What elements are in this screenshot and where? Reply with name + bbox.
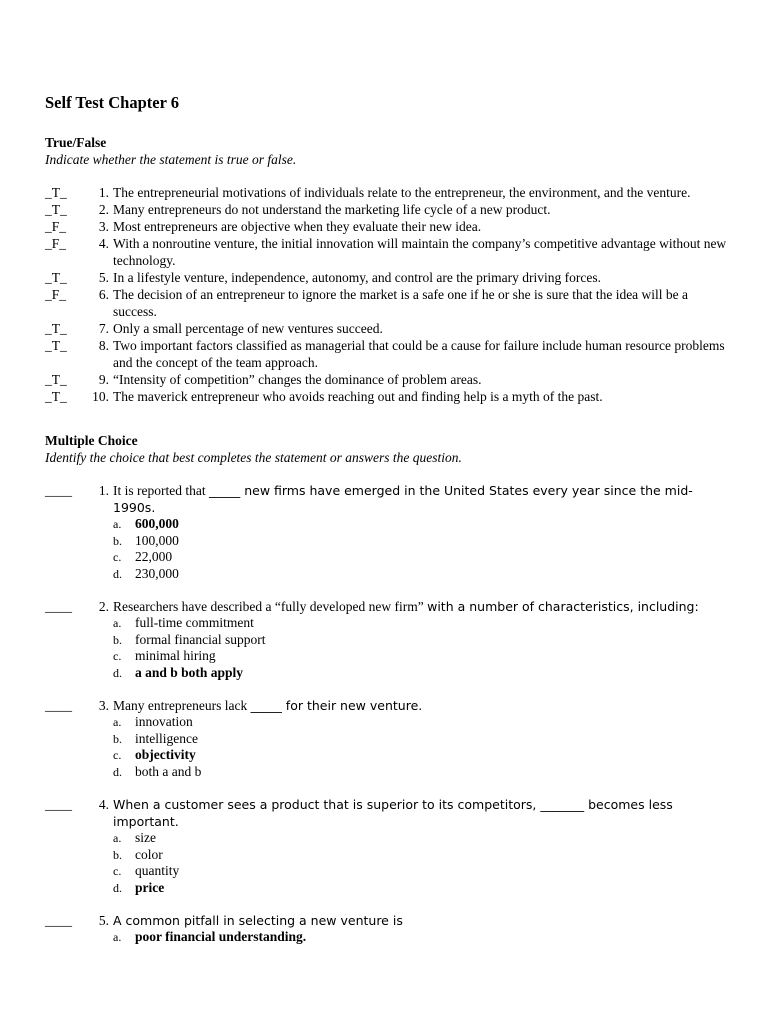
mc-question-row: [45, 482, 730, 516]
tf-answer: _T_: [45, 202, 67, 217]
mc-options: [113, 516, 730, 582]
tf-number: 8.: [98, 338, 109, 353]
tf-answer: _T_: [45, 270, 67, 285]
tf-statement: The decision of an entrepreneur to ignore the market is a safe one if he or she is sure that the idea will be a success.: [113, 287, 689, 319]
mc-option[interactable]: [113, 549, 730, 566]
mc-option-letter: b.: [113, 632, 122, 647]
mc-option-text: price: [135, 879, 165, 895]
mc-option-text: objectivity: [135, 747, 196, 762]
true-false-section: [45, 134, 730, 405]
mc-question: [45, 796, 730, 896]
mc-answer-blank[interactable]: ____: [45, 913, 72, 928]
mc-question-text: [113, 796, 730, 830]
mc-option[interactable]: [113, 632, 730, 649]
tf-item: [45, 184, 730, 201]
mc-option[interactable]: [113, 847, 730, 864]
mc-option[interactable]: [113, 566, 730, 583]
mc-answer-blank[interactable]: ____: [45, 698, 72, 713]
mc-question: [45, 912, 730, 946]
tf-number: 2.: [98, 202, 109, 217]
mc-option-text: 600,000: [135, 516, 179, 531]
mc-question-text-part: _____ new firms have emerged in the United States every year since the mid-1990s.: [113, 483, 693, 515]
mc-option-letter: a.: [113, 616, 122, 630]
mc-question-row: [45, 697, 730, 714]
mc-question: [45, 697, 730, 780]
tf-item: [45, 201, 730, 218]
tf-item: [45, 388, 730, 405]
mc-option-letter: c.: [113, 748, 122, 762]
mc-option-letter: b.: [113, 847, 122, 862]
mc-option-letter: b.: [113, 731, 122, 746]
true-false-instruction: Indicate whether the statement is true or false.: [45, 152, 297, 167]
mc-question-text: [113, 598, 730, 615]
mc-question-row: [45, 796, 730, 830]
mc-answer-blank[interactable]: ____: [45, 797, 72, 812]
mc-option[interactable]: [113, 648, 730, 665]
mc-number: 2.: [98, 599, 109, 614]
mc-option[interactable]: [113, 830, 730, 847]
mc-option-letter: a.: [113, 517, 122, 531]
mc-number: 4.: [98, 797, 109, 812]
tf-item: [45, 320, 730, 337]
page-title: Self Test Chapter 6: [45, 93, 179, 112]
tf-statement: Most entrepreneurs are objective when they evaluate their new idea.: [113, 219, 482, 234]
mc-question-text-part: _____ for their new venture.: [250, 698, 423, 713]
tf-number: 5.: [98, 270, 109, 285]
tf-answer: _T_: [45, 338, 67, 353]
mc-option-text: size: [135, 830, 156, 845]
mc-option-text: poor financial understanding.: [135, 929, 307, 944]
tf-item: [45, 286, 730, 320]
tf-statement: With a nonroutine venture, the initial innovation will maintain the company’s competitive advantage without new technology.: [113, 236, 727, 268]
tf-answer: _T_: [45, 321, 67, 336]
mc-question-text-part: Researchers have described a “fully developed new firm”: [113, 599, 428, 614]
mc-options: [113, 830, 730, 896]
tf-answer: _T_: [45, 389, 67, 404]
mc-question-text-part: with a number of characteristics, including:: [427, 599, 699, 614]
mc-option-text: minimal hiring: [135, 648, 216, 663]
mc-option[interactable]: [113, 516, 730, 533]
mc-option[interactable]: [113, 880, 730, 897]
mc-option-text: quantity: [135, 863, 180, 878]
mc-question-text: [113, 697, 730, 714]
tf-number: 10.: [92, 389, 109, 404]
mc-option-text: a and b both apply: [135, 664, 244, 680]
mc-option-letter: c.: [113, 864, 122, 878]
tf-answer: _T_: [45, 185, 67, 200]
mc-question-text: [113, 912, 730, 929]
mc-option-text: 22,000: [135, 549, 173, 564]
document-page: [45, 92, 730, 962]
mc-option-text: color: [135, 846, 163, 862]
tf-item: [45, 218, 730, 235]
mc-option[interactable]: [113, 863, 730, 880]
tf-statement: The maverick entrepreneur who avoids reaching out and finding help is a myth of the past.: [113, 389, 603, 404]
mc-option-text: innovation: [135, 714, 193, 729]
mc-question-text-part: Many entrepreneurs lack: [113, 698, 251, 713]
multiple-choice-section: [45, 432, 730, 946]
mc-options: [113, 929, 730, 946]
tf-answer: _F_: [45, 236, 67, 251]
tf-statement: Two important factors classified as managerial that could be a cause for failure include human resource problems and the concept of the team approach.: [113, 338, 725, 370]
mc-option-letter: b.: [113, 533, 122, 548]
mc-option-letter: c.: [113, 649, 122, 663]
tf-statement: In a lifestyle venture, independence, autonomy, and control are the primary driving forces.: [113, 270, 601, 285]
tf-item: [45, 269, 730, 286]
mc-question: [45, 482, 730, 582]
mc-question-row: [45, 912, 730, 929]
tf-item: [45, 371, 730, 388]
mc-option[interactable]: [113, 929, 730, 946]
mc-option-text: formal financial support: [135, 631, 266, 647]
mc-option-text: full-time commitment: [135, 615, 254, 630]
tf-number: 7.: [98, 321, 109, 336]
mc-option-letter: c.: [113, 550, 122, 564]
tf-statement: Only a small percentage of new ventures succeed.: [113, 321, 383, 336]
mc-option[interactable]: [113, 533, 730, 550]
tf-number: 9.: [98, 372, 109, 387]
multiple-choice-instruction: Identify the choice that best completes the statement or answers the question.: [45, 450, 462, 465]
mc-option[interactable]: [113, 615, 730, 632]
mc-question-text-part: It is reported that: [113, 483, 209, 498]
mc-option-text: intelligence: [135, 730, 198, 746]
mc-options: [113, 714, 730, 780]
mc-question-text-part: A common pitfall in selecting a new venture is: [113, 913, 403, 928]
tf-number: 3.: [98, 219, 109, 234]
mc-question-text: [113, 482, 730, 516]
tf-statement: “Intensity of competition” changes the dominance of problem areas.: [113, 372, 482, 387]
mc-option-letter: d.: [113, 880, 122, 895]
mc-option[interactable]: [113, 731, 730, 748]
true-false-heading: True/False: [45, 135, 107, 150]
tf-answer: _F_: [45, 219, 67, 234]
mc-question-text-part: When a customer sees a product that is superior to its competitors, _______ becomes less important.: [113, 797, 673, 829]
mc-number: 1.: [98, 483, 109, 498]
mc-option-letter: a.: [113, 930, 122, 944]
mc-number: 3.: [98, 698, 109, 713]
mc-answer-blank[interactable]: ____: [45, 483, 72, 498]
mc-number: 5.: [98, 913, 109, 928]
mc-question: [45, 598, 730, 681]
mc-option-letter: d.: [113, 566, 122, 581]
mc-option-letter: a.: [113, 715, 122, 729]
mc-question-row: [45, 598, 730, 615]
mc-option-text: 100,000: [135, 532, 179, 548]
multiple-choice-list: [45, 482, 730, 946]
tf-statement: The entrepreneurial motivations of individuals relate to the entrepreneur, the environment, and the venture.: [113, 185, 691, 200]
tf-number: 4.: [98, 236, 109, 251]
mc-option[interactable]: [113, 714, 730, 731]
mc-option-letter: d.: [113, 764, 122, 779]
mc-option-text: 230,000: [135, 565, 179, 581]
tf-answer: _T_: [45, 372, 67, 387]
mc-option[interactable]: [113, 747, 730, 764]
tf-statement: Many entrepreneurs do not understand the marketing life cycle of a new product.: [113, 202, 551, 217]
mc-option-letter: a.: [113, 831, 122, 845]
tf-item: [45, 235, 730, 269]
mc-option[interactable]: [113, 764, 730, 781]
tf-item: [45, 337, 730, 371]
mc-options: [113, 615, 730, 681]
tf-number: 1.: [98, 185, 109, 200]
tf-number: 6.: [98, 287, 109, 302]
true-false-list: [45, 184, 730, 405]
mc-option-text: both a and b: [135, 763, 202, 779]
mc-option-letter: d.: [113, 665, 122, 680]
mc-option[interactable]: [113, 665, 730, 682]
tf-answer: _F_: [45, 287, 67, 302]
multiple-choice-heading: Multiple Choice: [45, 433, 138, 448]
mc-answer-blank[interactable]: ____: [45, 599, 72, 614]
